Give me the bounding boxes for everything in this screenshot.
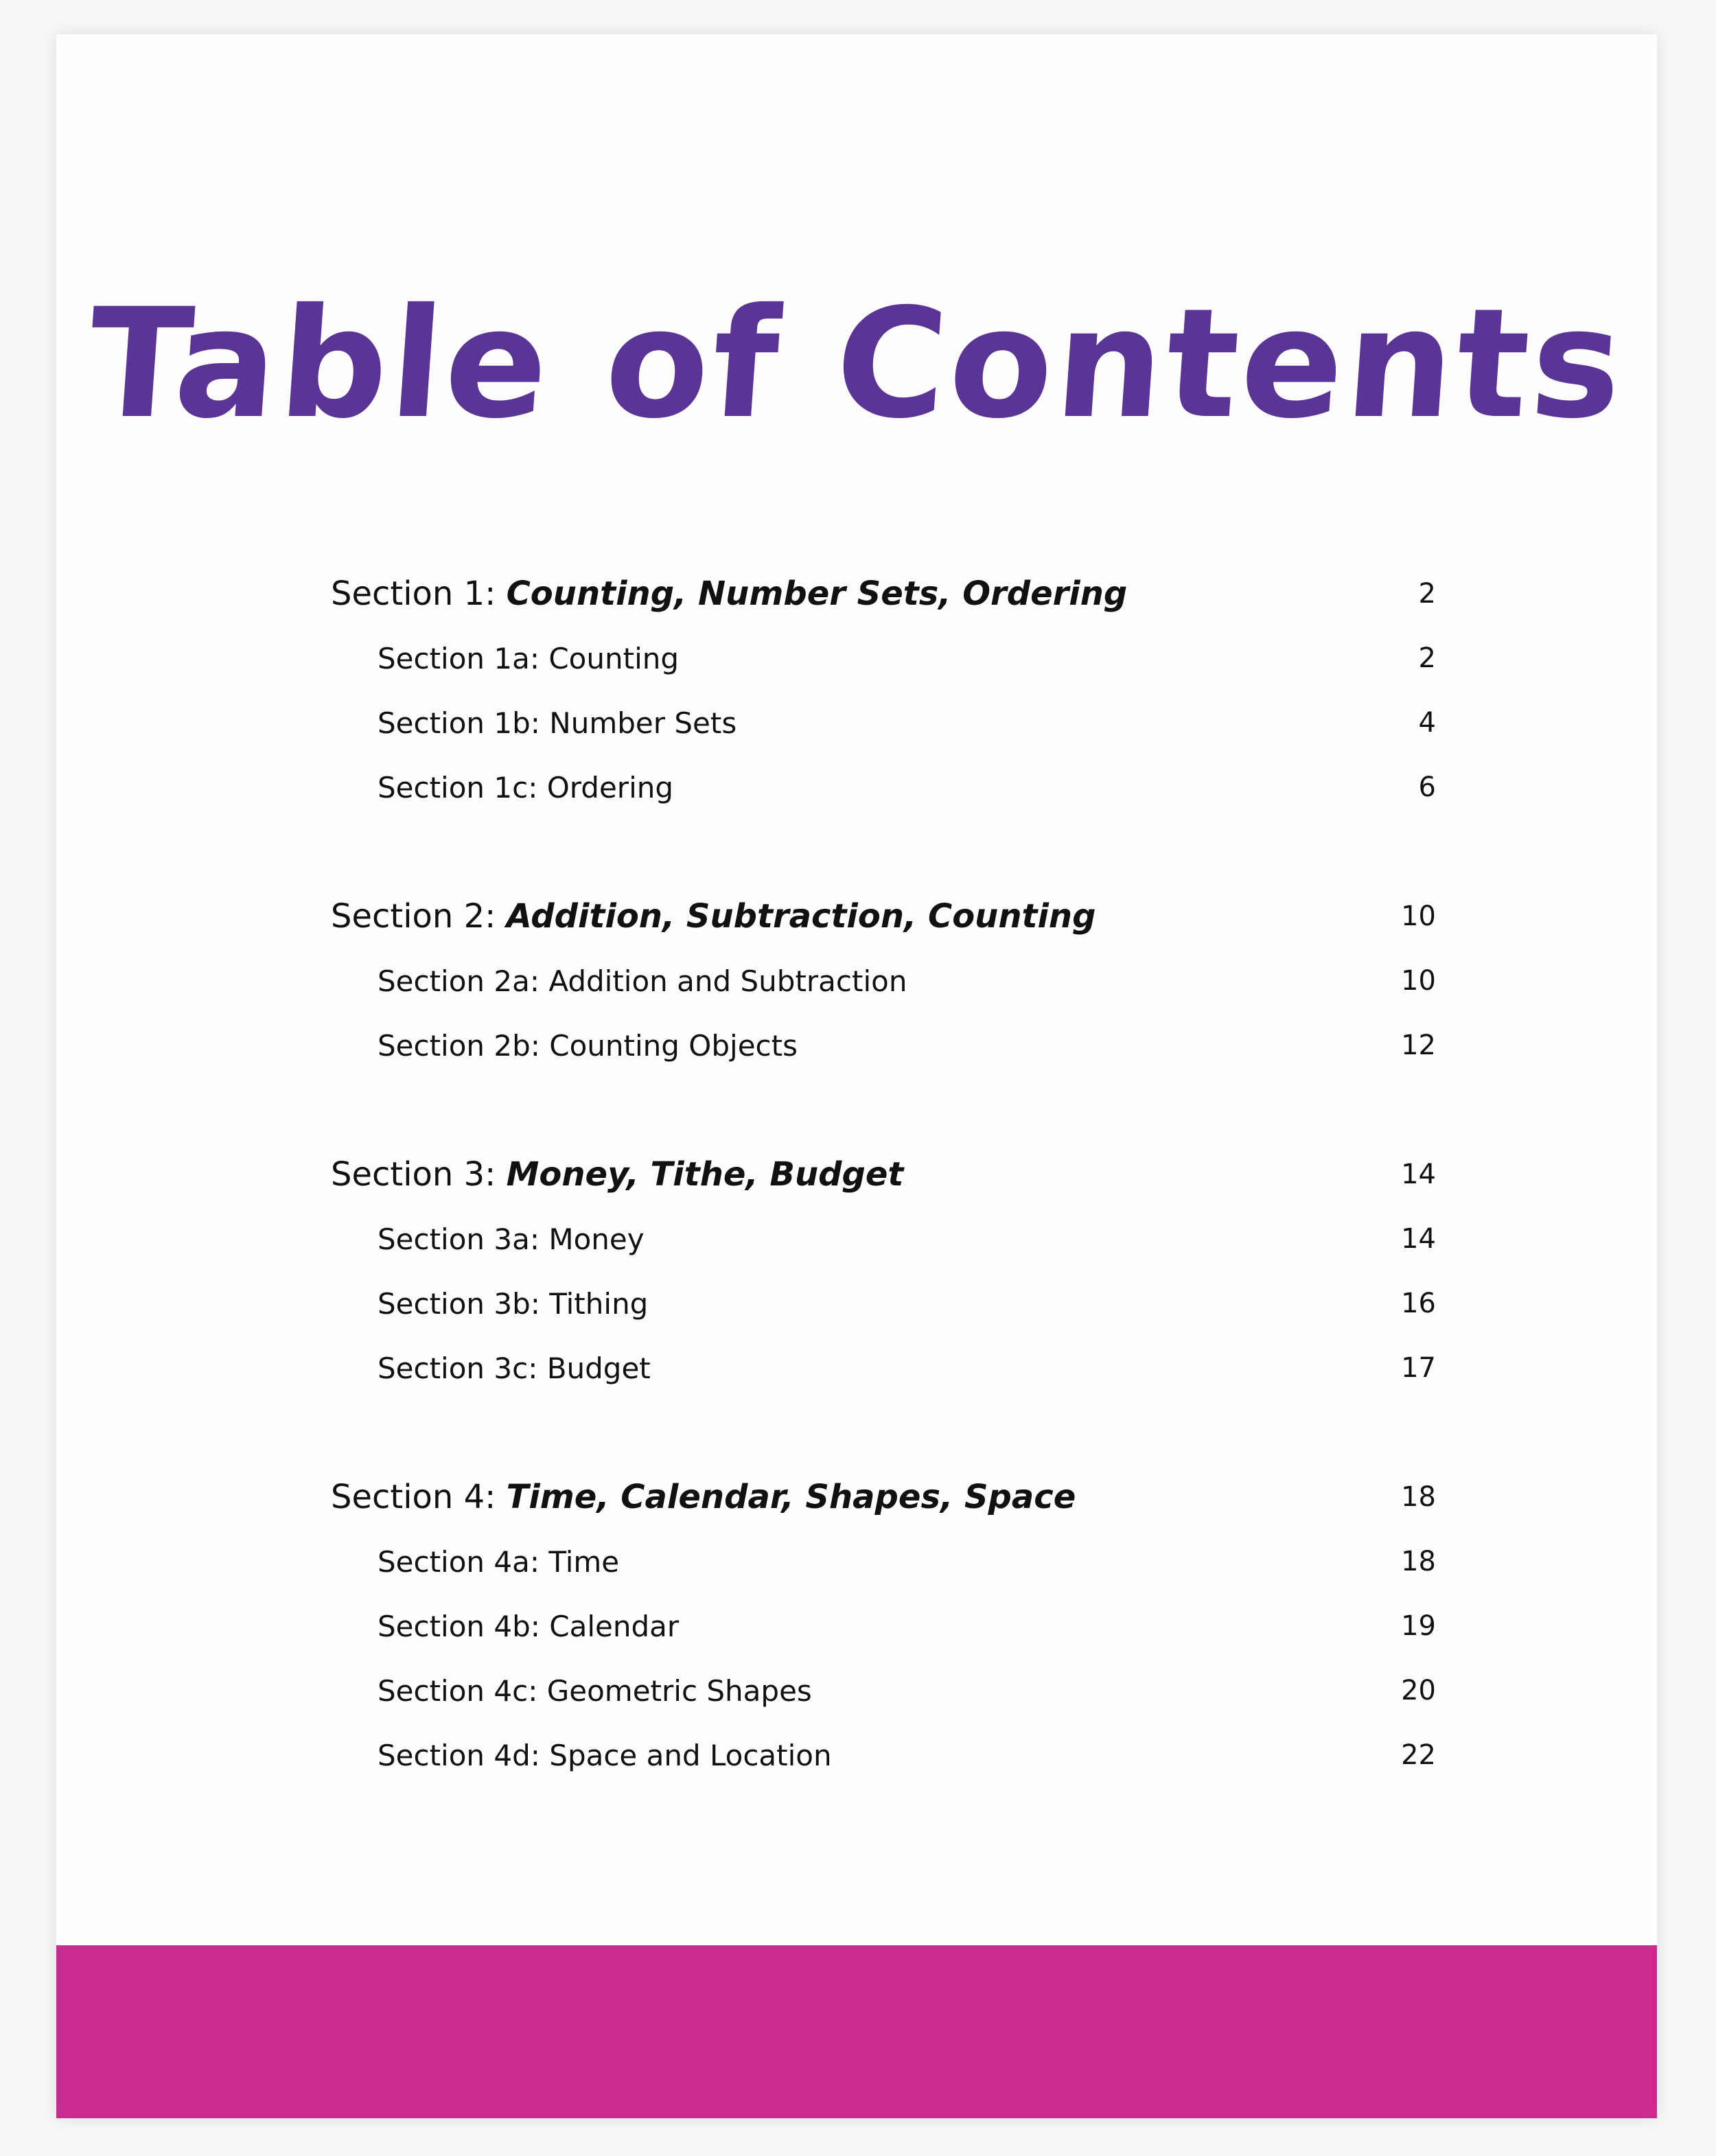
- page-number: 18: [1401, 1546, 1436, 1577]
- toc-subsection-1c[interactable]: [378, 763, 1436, 811]
- subsection-label: Section 4d: Space and Location: [378, 1738, 832, 1772]
- toc-subsection-2b[interactable]: [378, 1021, 1436, 1069]
- page-number: 17: [1401, 1352, 1436, 1384]
- page-number: 14: [1401, 1159, 1436, 1190]
- section-topic: Counting, Number Sets, Ordering: [506, 575, 1128, 613]
- toc-section-3[interactable]: [331, 1150, 1436, 1198]
- toc-subsection-4d[interactable]: [378, 1731, 1436, 1779]
- page-number: 12: [1401, 1030, 1436, 1061]
- toc-subsection-3b[interactable]: [378, 1279, 1436, 1328]
- page-title: Table of Contents: [82, 276, 1631, 452]
- toc-subsection-2a[interactable]: [378, 957, 1436, 1005]
- subsection-label: Section 4b: Calendar: [378, 1609, 680, 1643]
- page-number: 14: [1401, 1223, 1436, 1255]
- toc-section-1[interactable]: [331, 570, 1436, 618]
- subsection-label: Section 1c: Ordering: [378, 770, 674, 804]
- section-title: [331, 897, 1095, 936]
- footer-band: [56, 1945, 1657, 2118]
- toc-subsection-4a[interactable]: [378, 1538, 1436, 1586]
- subsection-label: Section 2a: Addition and Subtraction: [378, 964, 907, 998]
- subsection-label: Section 3c: Budget: [378, 1351, 651, 1385]
- subsection-label: Section 3b: Tithing: [378, 1286, 649, 1321]
- page-number: 6: [1418, 772, 1436, 803]
- page-number: 10: [1401, 965, 1436, 997]
- subsection-label: Section 3a: Money: [378, 1222, 645, 1256]
- subsection-label: Section 4c: Geometric Shapes: [378, 1673, 812, 1708]
- table-of-contents: [56, 34, 1657, 2118]
- page-number: 19: [1401, 1610, 1436, 1642]
- toc-subsection-3c[interactable]: [378, 1344, 1436, 1392]
- subsection-label: Section 1b: Number Sets: [378, 706, 737, 740]
- subsection-label: Section 4a: Time: [378, 1544, 620, 1579]
- page-number: 2: [1418, 642, 1436, 674]
- toc-subsection-4b[interactable]: [378, 1602, 1436, 1650]
- subsection-label: Section 1a: Counting: [378, 641, 680, 675]
- document-page: [56, 34, 1657, 2118]
- toc-subsection-1b[interactable]: [378, 699, 1436, 747]
- page-number: 4: [1418, 707, 1436, 739]
- toc-subsection-4c[interactable]: [378, 1667, 1436, 1715]
- section-title: [331, 1155, 903, 1194]
- section-title: [331, 575, 1127, 613]
- page-number: 16: [1401, 1288, 1436, 1319]
- toc-subsection-3a[interactable]: [378, 1215, 1436, 1263]
- section-topic: Addition, Subtraction, Counting: [506, 897, 1096, 936]
- section-topic: Time, Calendar, Shapes, Space: [506, 1478, 1076, 1516]
- subsection-label: Section 2b: Counting Objects: [378, 1028, 798, 1063]
- section-prefix: Section 4:: [331, 1478, 496, 1516]
- section-prefix: Section 1:: [331, 575, 496, 613]
- toc-section-2[interactable]: [331, 892, 1436, 940]
- toc-section-4[interactable]: [331, 1473, 1436, 1521]
- toc-subsection-1a[interactable]: [378, 634, 1436, 682]
- section-title: [331, 1478, 1076, 1516]
- page-number: 22: [1401, 1739, 1436, 1771]
- page-number: 20: [1401, 1675, 1436, 1706]
- section-prefix: Section 2:: [331, 897, 496, 936]
- page-number: 2: [1418, 578, 1436, 610]
- page-number: 10: [1401, 901, 1436, 932]
- section-prefix: Section 3:: [331, 1155, 496, 1194]
- page-number: 18: [1401, 1481, 1436, 1513]
- section-topic: Money, Tithe, Budget: [506, 1155, 904, 1194]
